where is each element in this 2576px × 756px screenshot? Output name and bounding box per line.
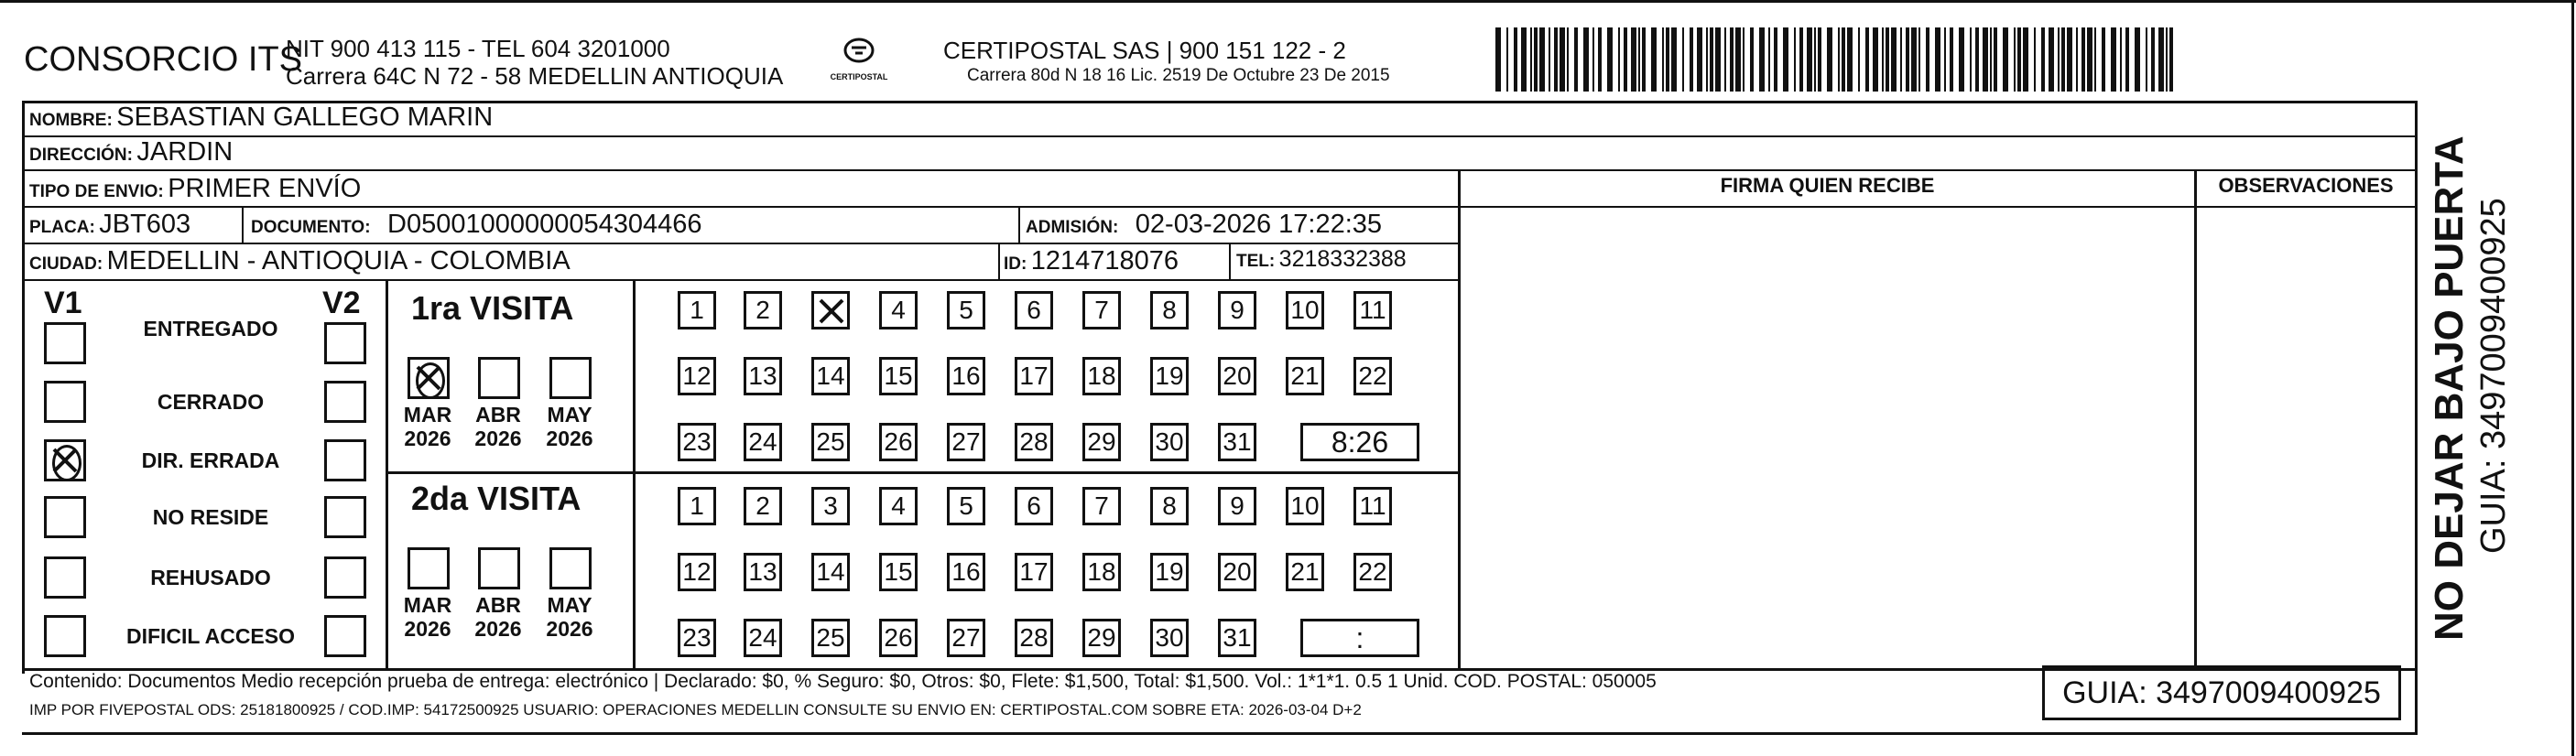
first-day-10[interactable]: 10 xyxy=(1286,291,1324,329)
second-day-9[interactable]: 9 xyxy=(1218,487,1256,525)
barcode-bar xyxy=(2120,27,2122,92)
barcode-bar xyxy=(2049,27,2054,92)
tipo-row xyxy=(29,174,361,204)
second-day-25[interactable]: 25 xyxy=(811,619,850,657)
barcode-bar xyxy=(1506,27,1508,92)
barcode-bar xyxy=(1882,27,1884,92)
direccion-value: JARDIN xyxy=(136,137,234,167)
first-day-8[interactable]: 8 xyxy=(1150,291,1189,329)
signature-area[interactable] xyxy=(1462,207,2192,666)
month-label: MAY xyxy=(547,593,592,617)
barcode-bar xyxy=(1891,27,1897,92)
first-day-15[interactable]: 15 xyxy=(879,357,918,395)
first-day-30[interactable]: 30 xyxy=(1150,423,1189,461)
barcode-bar xyxy=(1926,27,1929,92)
tel-value: 3218332388 xyxy=(1278,246,1407,272)
barcode-bar xyxy=(2003,27,2008,92)
status-label: REHUSADO xyxy=(150,566,271,589)
month-year-label xyxy=(400,593,455,641)
barcode-bar xyxy=(1521,27,1527,92)
second-day-2[interactable]: 2 xyxy=(744,487,782,525)
v2-checkbox-1[interactable] xyxy=(324,381,366,423)
second-day-14[interactable]: 14 xyxy=(811,553,850,591)
year-label: 2026 xyxy=(546,427,593,450)
first-month-checkbox[interactable] xyxy=(408,357,450,399)
second-day-17[interactable]: 17 xyxy=(1015,553,1053,591)
observaciones-label: OBSERVACIONES xyxy=(2218,174,2394,197)
v2-checkbox-0[interactable] xyxy=(324,322,366,364)
second-time-field[interactable]: : xyxy=(1300,619,1419,657)
v1-checkbox-2[interactable] xyxy=(44,439,86,481)
first-day-20[interactable]: 20 xyxy=(1218,357,1256,395)
second-day-23[interactable]: 23 xyxy=(678,619,716,657)
second-day-8[interactable]: 8 xyxy=(1150,487,1189,525)
first-day-12[interactable]: 12 xyxy=(678,357,716,395)
barcode-bar xyxy=(1554,27,1558,92)
status-label: DIFICIL ACCESO xyxy=(125,624,295,648)
barcode-bar xyxy=(2061,27,2065,92)
tel-label: TEL: xyxy=(1236,252,1276,271)
barcode-bar xyxy=(1724,27,1726,92)
second-day-20[interactable]: 20 xyxy=(1218,553,1256,591)
second-day-1[interactable]: 1 xyxy=(678,487,716,525)
barcode-bar xyxy=(2014,27,2016,92)
barcode-bar xyxy=(1662,27,1664,92)
second-day-24[interactable]: 24 xyxy=(744,619,782,657)
barcode-bar xyxy=(2017,27,2021,92)
barcode-bar xyxy=(1918,27,1920,92)
barcode-bar xyxy=(1592,27,1594,92)
second-day-10[interactable]: 10 xyxy=(1286,487,1324,525)
tel-row xyxy=(1236,246,1407,273)
year-label: 2026 xyxy=(474,427,522,450)
second-day-15[interactable]: 15 xyxy=(879,553,918,591)
second-month-checkbox[interactable] xyxy=(408,547,450,589)
nombre-value: SEBASTIAN GALLEGO MARIN xyxy=(116,103,494,132)
barcode-bar xyxy=(1715,27,1721,92)
barcode-bar xyxy=(1818,27,1821,92)
barcode-bar xyxy=(2041,27,2045,92)
first-day-2[interactable]: 2 xyxy=(744,291,782,329)
second-day-3[interactable]: 3 xyxy=(811,487,850,525)
second-day-31[interactable]: 31 xyxy=(1218,619,1256,657)
second-day-22[interactable]: 22 xyxy=(1353,553,1392,591)
barcode-bar xyxy=(1682,27,1684,92)
first-day-13[interactable]: 13 xyxy=(744,357,782,395)
documento-row xyxy=(251,210,702,240)
documento-value: D05001000000054304466 xyxy=(387,210,702,239)
barcode-bar xyxy=(2076,27,2078,92)
barcode-bar xyxy=(1783,27,1788,92)
company-nit: NIT 900 413 115 - TEL 604 3201000 xyxy=(286,35,670,62)
footer-contents: Contenido: Documentos Medio recepción prueba de entrega: electrónico | Declarado: $0, % Seguro: $0, Otros: $0, Flete: $1,500, Total: $1,500. Vol.: 1*1*1. 0.5 1 Unid. COD. POSTAL: 050005 xyxy=(29,671,1657,692)
second-day-16[interactable]: 16 xyxy=(947,553,985,591)
second-month-checkbox[interactable] xyxy=(478,547,520,589)
v2-checkbox-3[interactable] xyxy=(324,496,366,538)
barcode-bar xyxy=(1560,27,1565,92)
first-month-checkbox[interactable] xyxy=(478,357,520,399)
barcode-bar xyxy=(2102,27,2105,92)
first-day-9[interactable]: 9 xyxy=(1218,291,1256,329)
second-day-12[interactable]: 12 xyxy=(678,553,716,591)
first-day-16[interactable]: 16 xyxy=(947,357,985,395)
first-day-7[interactable]: 7 xyxy=(1082,291,1121,329)
barcode-bar xyxy=(1911,27,1917,92)
barcode-bar xyxy=(1847,27,1853,92)
barcode-bar xyxy=(1735,27,1741,92)
barcode-bar xyxy=(1759,27,1765,92)
status-label: NO RESIDE xyxy=(152,505,269,529)
barcode-bar xyxy=(1631,27,1636,92)
barcode-bar xyxy=(2094,27,2096,92)
year-label: 2026 xyxy=(474,617,522,641)
barcode-bar xyxy=(2081,27,2085,92)
barcode-bar xyxy=(1975,27,1979,92)
month-year-label xyxy=(471,593,526,641)
id-value: 1214718076 xyxy=(1030,246,1179,275)
barcode-bar xyxy=(1697,27,1702,92)
barcode-bar xyxy=(2058,27,2060,92)
first-day-23[interactable]: 23 xyxy=(678,423,716,461)
logo-icon xyxy=(841,37,877,68)
admision-label: ADMISIÓN: xyxy=(1026,218,1119,237)
barcode-bar xyxy=(1994,27,1997,92)
company-name: CONSORCIO ITS xyxy=(24,40,303,79)
barcode-bar xyxy=(2166,27,2168,92)
first-day-5[interactable]: 5 xyxy=(947,291,985,329)
first-day-29[interactable]: 29 xyxy=(1082,423,1121,461)
barcode-bar xyxy=(1807,27,1812,92)
observations-area[interactable] xyxy=(2198,207,2414,666)
status-label: DIR. ERRADA xyxy=(141,448,280,472)
first-day-27[interactable]: 27 xyxy=(947,423,985,461)
v2-checkbox-4[interactable] xyxy=(324,556,366,599)
second-day-7[interactable]: 7 xyxy=(1082,487,1121,525)
first-day-3[interactable] xyxy=(811,291,850,329)
footer-print-info: IMP POR FIVEPOSTAL ODS: 25181800925 / COD.IMP: 54172500925 USUARIO: OPERACIONES MEDELLIN CONSULTE SU ENVIO EN: CERTIPOSTAL.COM SOBRE ETA: 2026-03-04 D+2 xyxy=(29,701,1362,718)
year-label: 2026 xyxy=(404,427,451,450)
first-day-17[interactable]: 17 xyxy=(1015,357,1053,395)
firma-label: FIRMA QUIEN RECIBE xyxy=(1720,174,1935,197)
documento-label: DOCUMENTO: xyxy=(251,218,371,237)
barcode-bar xyxy=(1549,27,1550,92)
month-year-label xyxy=(542,593,597,641)
barcode-bar xyxy=(1750,27,1754,92)
first-day-22[interactable]: 22 xyxy=(1353,357,1392,395)
admision-value: 02-03-2026 17:22:35 xyxy=(1135,210,1383,239)
barcode-bar xyxy=(1774,27,1777,92)
company-address: Carrera 64C N 72 - 58 MEDELLIN ANTIOQUIA xyxy=(286,62,784,90)
barcode-bar xyxy=(1944,27,1946,92)
barcode-bar xyxy=(1574,27,1578,92)
status-label: CERRADO xyxy=(157,390,265,414)
second-day-30[interactable]: 30 xyxy=(1150,619,1189,657)
barcode-bar xyxy=(1530,27,1532,92)
barcode-bar xyxy=(1950,27,1953,92)
barcode-bar xyxy=(2023,27,2028,92)
barcode xyxy=(1495,27,2179,92)
barcode-bar xyxy=(1710,27,1713,92)
barcode-bar xyxy=(1768,27,1770,92)
first-day-24[interactable]: 24 xyxy=(744,423,782,461)
barcode-bar xyxy=(2034,27,2036,92)
barcode-bar xyxy=(2111,27,2116,92)
second-day-27[interactable]: 27 xyxy=(947,619,985,657)
right-edge xyxy=(2571,0,2574,756)
id-label: ID: xyxy=(1004,254,1027,274)
barcode-bar xyxy=(1514,27,1517,92)
month-label: MAR xyxy=(403,403,452,427)
barcode-bar xyxy=(1666,27,1669,92)
second-day-28[interactable]: 28 xyxy=(1015,619,1053,657)
barcode-bar xyxy=(1598,27,1602,92)
ciudad-label: CIUDAD: xyxy=(29,254,103,274)
barcode-bar xyxy=(1495,27,1501,92)
first-day-28[interactable]: 28 xyxy=(1015,423,1053,461)
v1-checkbox-5[interactable] xyxy=(44,615,86,657)
v2-checkbox-2[interactable] xyxy=(324,439,366,481)
barcode-bar xyxy=(1607,27,1613,92)
first-day-14[interactable]: 14 xyxy=(811,357,850,395)
month-label: ABR xyxy=(475,593,521,617)
first-day-31[interactable]: 31 xyxy=(1218,423,1256,461)
barcode-bar xyxy=(1671,27,1677,92)
barcode-bar xyxy=(1534,27,1538,92)
first-day-25[interactable]: 25 xyxy=(811,423,850,461)
second-day-13[interactable]: 13 xyxy=(744,553,782,591)
barcode-bar xyxy=(1873,27,1878,92)
barcode-bar xyxy=(2158,27,2164,92)
month-label: ABR xyxy=(475,403,521,427)
barcode-bar xyxy=(1838,27,1840,92)
placa-label: PLACA: xyxy=(29,218,95,237)
barcode-bar xyxy=(1814,27,1816,92)
barcode-bar xyxy=(1983,27,1988,92)
second-day-26[interactable]: 26 xyxy=(879,619,918,657)
second-day-29[interactable]: 29 xyxy=(1082,619,1121,657)
v2-checkbox-5[interactable] xyxy=(324,615,366,657)
tipo-value: PRIMER ENVÍO xyxy=(168,174,362,203)
barcode-bar xyxy=(1842,27,1845,92)
barcode-bar xyxy=(1990,27,1992,92)
month-label: MAY xyxy=(547,403,592,427)
side-guia: GUIA: 3497009400925 xyxy=(2474,198,2513,554)
month-label: MAR xyxy=(403,593,452,617)
barcode-bar xyxy=(2125,27,2129,92)
v2-label: V2 xyxy=(322,286,361,320)
second-day-4[interactable]: 4 xyxy=(879,487,918,525)
second-day-6[interactable]: 6 xyxy=(1015,487,1053,525)
barcode-bar xyxy=(2135,27,2140,92)
first-day-18[interactable]: 18 xyxy=(1082,357,1121,395)
carrier-address: Carrera 80d N 18 16 Lic. 2519 De Octubre 23 De 2015 xyxy=(967,66,1390,85)
first-day-19[interactable]: 19 xyxy=(1150,357,1189,395)
first-day-6[interactable]: 6 xyxy=(1015,291,1053,329)
barcode-bar xyxy=(1886,27,1889,92)
second-day-5[interactable]: 5 xyxy=(947,487,985,525)
second-day-19[interactable]: 19 xyxy=(1150,553,1189,591)
barcode-bar xyxy=(1706,27,1708,92)
barcode-bar xyxy=(1642,27,1646,92)
admision-row xyxy=(1026,210,1382,240)
first-time-field[interactable]: 8:26 xyxy=(1300,423,1419,461)
barcode-bar xyxy=(1651,27,1657,92)
ciudad-row xyxy=(29,246,571,276)
barcode-bar xyxy=(1970,27,1972,92)
placa-row xyxy=(29,210,190,240)
barcode-bar xyxy=(1959,27,1964,92)
first-month-checkbox[interactable] xyxy=(549,357,592,399)
barcode-bar xyxy=(1618,27,1620,92)
v1-checkbox-3[interactable] xyxy=(44,496,86,538)
first-day-26[interactable]: 26 xyxy=(879,423,918,461)
barcode-bar xyxy=(1827,27,1832,92)
barcode-bar xyxy=(2087,27,2092,92)
month-year-label xyxy=(400,403,455,450)
barcode-bar xyxy=(1743,27,1745,92)
ciudad-value: MEDELLIN - ANTIOQUIA - COLOMBIA xyxy=(106,246,571,275)
second-day-21[interactable]: 21 xyxy=(1286,553,1324,591)
direccion-row xyxy=(29,137,233,167)
barcode-bar xyxy=(2169,27,2173,92)
barcode-bar xyxy=(1935,27,1940,92)
barcode-bar xyxy=(1799,27,1803,92)
barcode-bar xyxy=(1865,27,1869,92)
barcode-bar xyxy=(2146,27,2147,92)
v1-checkbox-4[interactable] xyxy=(44,556,86,599)
top-edge xyxy=(0,0,2576,3)
second-day-11[interactable]: 11 xyxy=(1353,487,1392,525)
barcode-bar xyxy=(1567,27,1569,92)
nombre-label: NOMBRE: xyxy=(29,111,113,130)
id-row xyxy=(1004,246,1179,276)
v1-label: V1 xyxy=(44,286,82,320)
direccion-label: DIRECCIÓN: xyxy=(29,146,133,165)
year-label: 2026 xyxy=(546,617,593,641)
barcode-bar xyxy=(1624,27,1627,92)
certipostal-logo xyxy=(822,37,896,92)
month-year-label xyxy=(471,403,526,450)
barcode-bar xyxy=(1794,27,1796,92)
barcode-bar xyxy=(1638,27,1640,92)
barcode-bar xyxy=(1730,27,1734,92)
second-month-checkbox[interactable] xyxy=(549,547,592,589)
year-label: 2026 xyxy=(404,617,451,641)
logo-text: CERTIPOSTAL xyxy=(830,72,888,81)
footer-guia: GUIA: 3497009400925 xyxy=(2062,675,2381,710)
barcode-bar xyxy=(1539,27,1545,92)
barcode-bar xyxy=(1906,27,1909,92)
status-label: ENTREGADO xyxy=(143,317,278,340)
first-day-11[interactable]: 11 xyxy=(1353,291,1392,329)
placa-value: JBT603 xyxy=(99,210,191,239)
barcode-bar xyxy=(1690,27,1693,92)
barcode-bar xyxy=(1900,27,1902,92)
second-visit-title: 2da VISITA xyxy=(411,480,582,517)
barcode-bar xyxy=(1858,27,1860,92)
second-day-18[interactable]: 18 xyxy=(1082,553,1121,591)
v1-checkbox-0[interactable] xyxy=(44,322,86,364)
carrier-name: CERTIPOSTAL SAS | 900 151 122 - 2 xyxy=(943,37,1346,64)
barcode-bar xyxy=(1583,27,1589,92)
barcode-bar xyxy=(2067,27,2072,92)
first-day-21[interactable]: 21 xyxy=(1286,357,1324,395)
first-day-1[interactable]: 1 xyxy=(678,291,716,329)
first-visit-title: 1ra VISITA xyxy=(411,289,574,327)
month-year-label xyxy=(542,403,597,450)
barcode-bar xyxy=(2151,27,2155,92)
side-warning: NO DEJAR BAJO PUERTA xyxy=(2427,135,2472,641)
v1-checkbox-1[interactable] xyxy=(44,381,86,423)
tipo-label: TIPO DE ENVIO: xyxy=(29,182,164,201)
first-day-4[interactable]: 4 xyxy=(879,291,918,329)
nombre-row xyxy=(29,103,493,133)
